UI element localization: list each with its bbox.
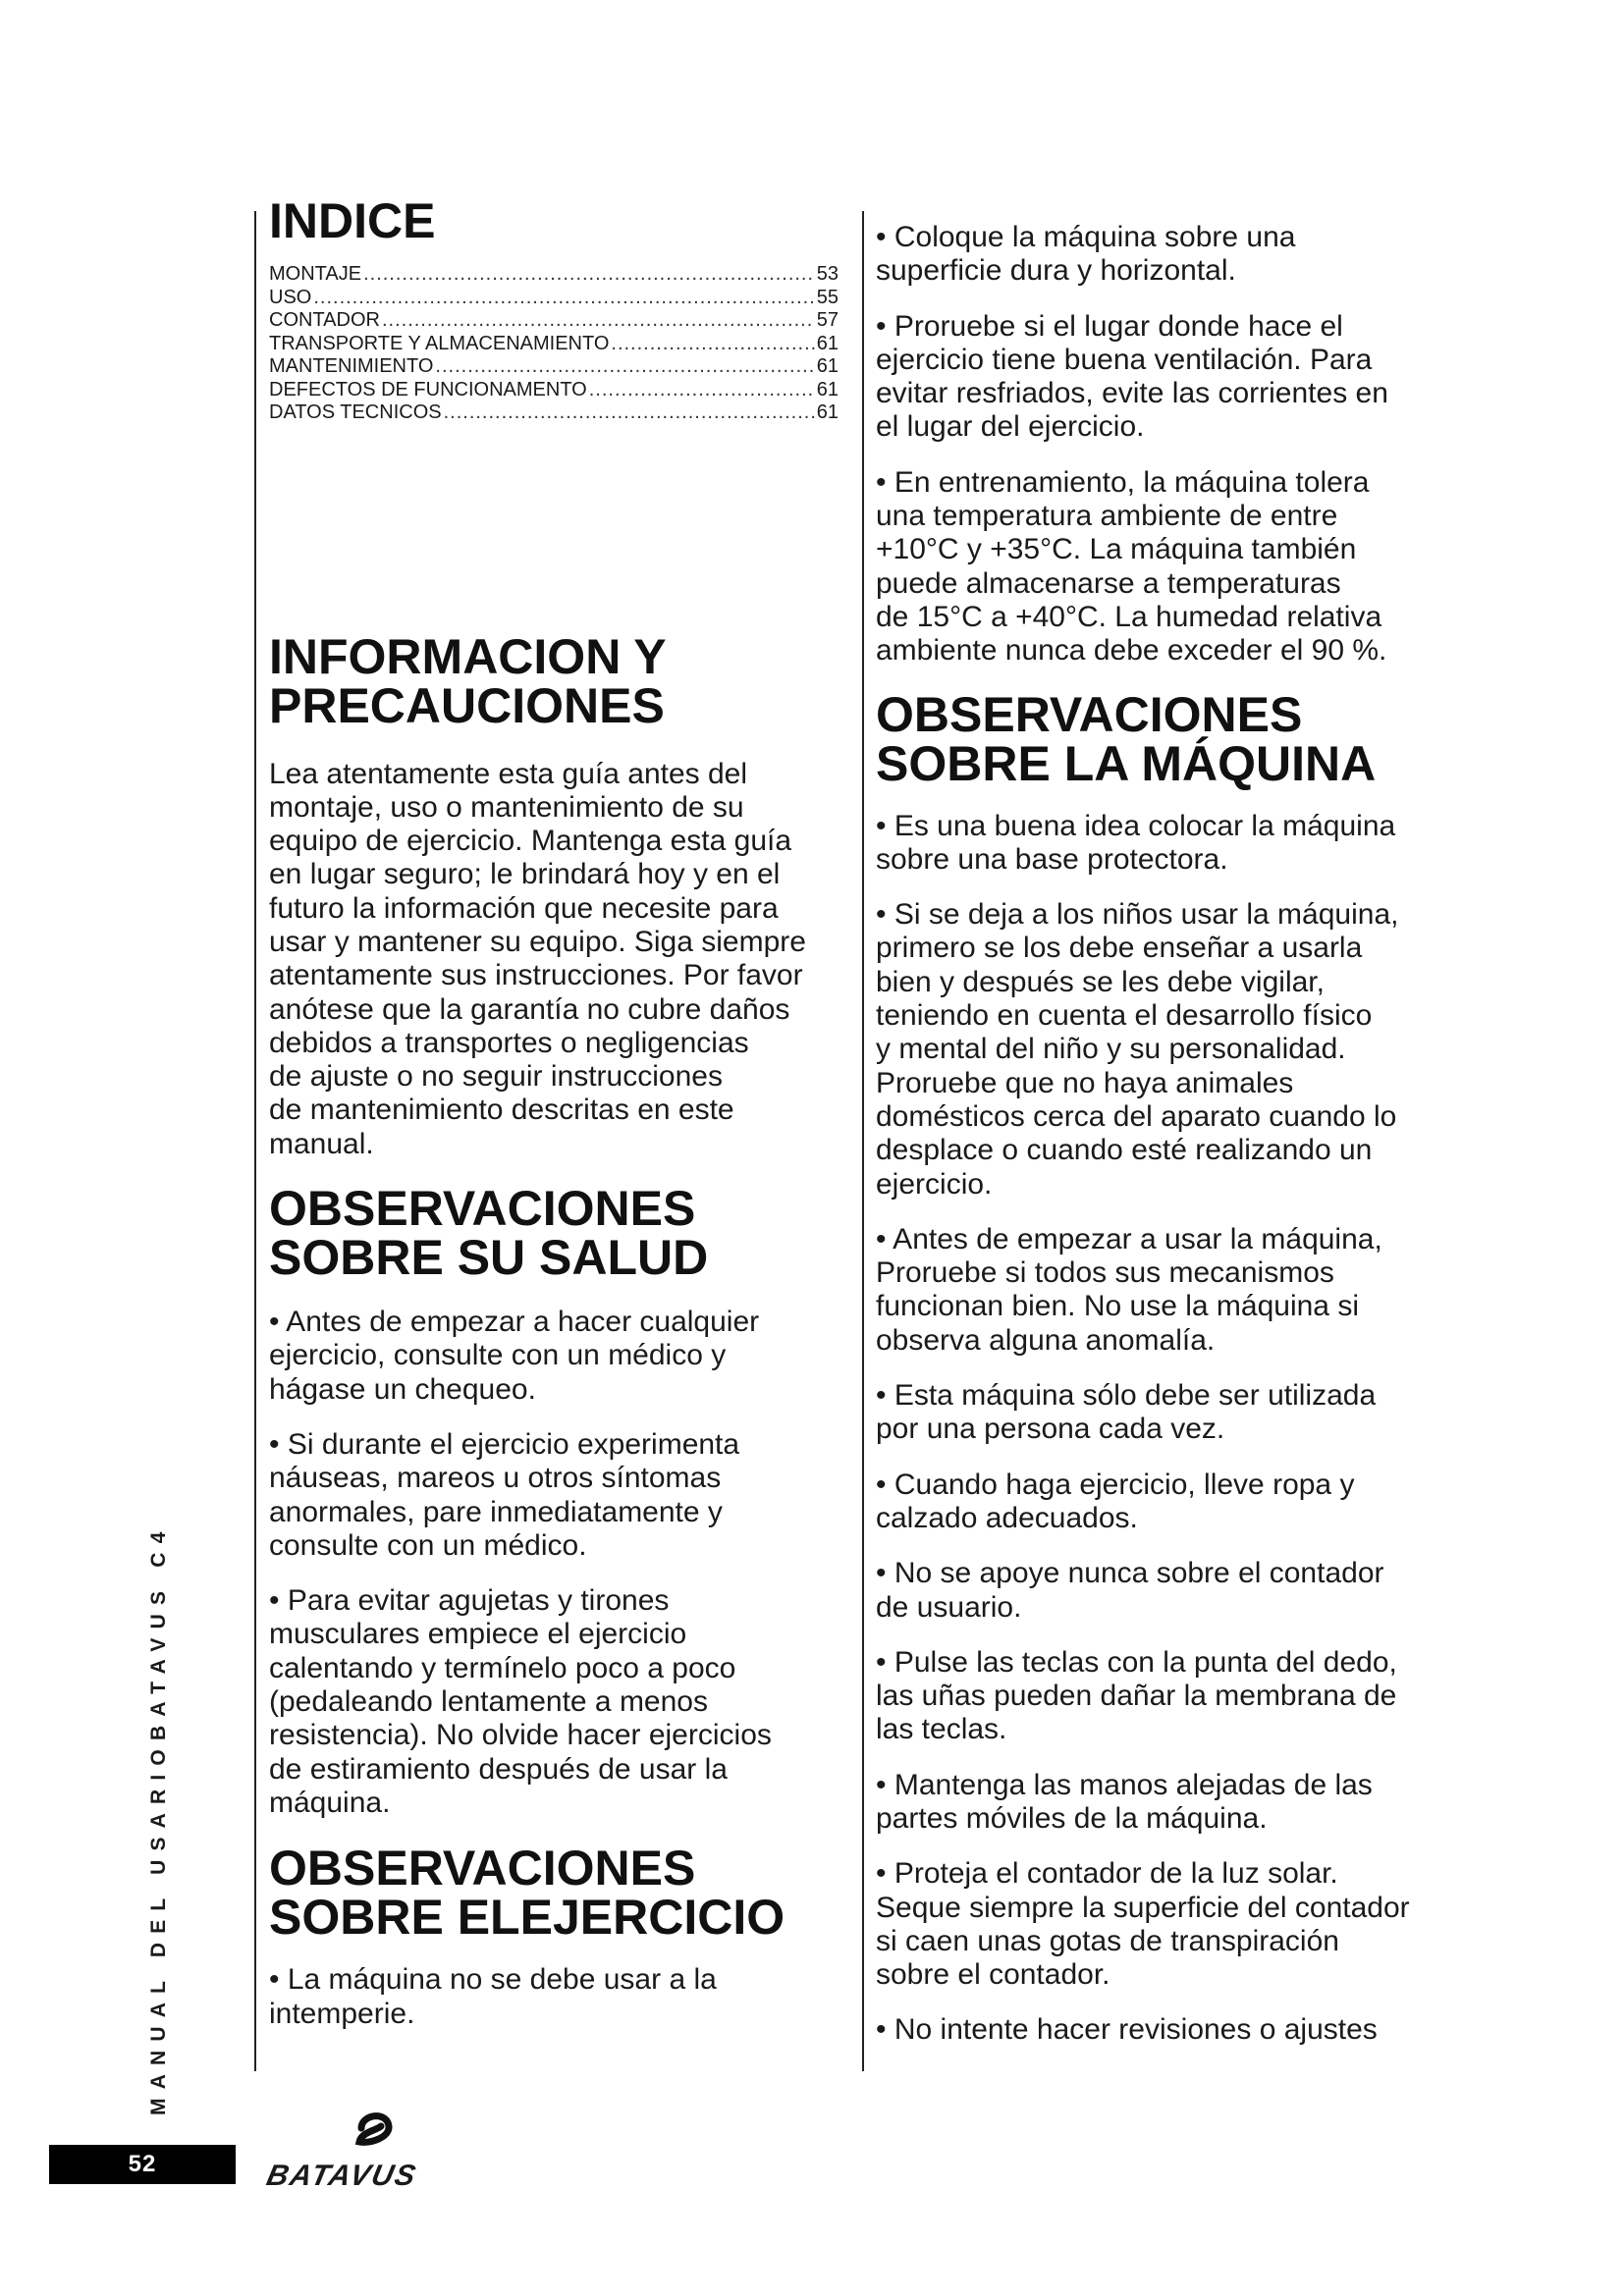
- bullet-line: +10°C y +35°C. La máquina también: [876, 533, 1357, 566]
- bullet-line: • Mantenga las manos alejadas de las: [876, 1768, 1373, 1801]
- exercise-bullets: [269, 1963, 839, 2031]
- info-line: anótese que la garantía no cubre daños: [269, 992, 790, 1026]
- machine-bullets: [876, 810, 1455, 2048]
- bullet-line: desplace o cuando esté realizando un: [876, 1134, 1373, 1167]
- page-number: 52: [128, 2151, 157, 2177]
- bullet-line: teniendo en cuenta el desarrollo físico: [876, 999, 1373, 1033]
- info-line: futuro la información que necesite para: [269, 891, 779, 925]
- bullet-line: de estiramiento después de usar la: [269, 1752, 728, 1786]
- bullet-item: [269, 1963, 839, 2031]
- bullet-item: [269, 1306, 839, 1407]
- toc-page: 61: [816, 332, 839, 354]
- machine-title-line1: OBSERVACIONES: [876, 686, 1303, 742]
- toc-label: MONTAJE: [269, 263, 362, 285]
- bullet-line: • No se apoye nunca sobre el contador: [876, 1557, 1384, 1590]
- column-divider-left: [254, 211, 256, 2071]
- bullet-line: Proruebe si todos sus mecanismos: [876, 1256, 1334, 1290]
- toc-page: 53: [816, 263, 839, 285]
- bullet-line: • Pulse las teclas con la punta del dedo,: [876, 1645, 1397, 1679]
- bullet-item: [876, 1646, 1455, 1747]
- info-line: de ajuste o no seguir instrucciones: [269, 1060, 723, 1094]
- bullet-line: las uñas pueden dañar la membrana de: [876, 1680, 1397, 1713]
- toc-page: 57: [816, 309, 839, 331]
- info-title-line1: INFORMACION Y: [269, 628, 667, 684]
- bullet-line: una temperatura ambiente de entre: [876, 500, 1338, 533]
- bullet-item: [876, 466, 1455, 668]
- bullet-line: • Proteja el contador de la luz solar.: [876, 1857, 1338, 1891]
- bullet-line: • En entrenamiento, la máquina tolera: [876, 465, 1370, 499]
- toc-label: TRANSPORTE Y ALMACENAMIENTO: [269, 332, 610, 354]
- bullet-line: domésticos cerca del aparato cuando lo: [876, 1099, 1397, 1133]
- bullet-line: • Proruebe si el lugar donde hace el: [876, 309, 1343, 343]
- toc-leader: [435, 355, 814, 379]
- exercise-title: [269, 1841, 839, 1946]
- health-title-line1: OBSERVACIONES: [269, 1181, 696, 1237]
- info-line: atentamente sus instrucciones. Por favor: [269, 959, 803, 992]
- bullet-item: [876, 1857, 1455, 1992]
- bullet-item: [876, 1379, 1455, 1447]
- info-line: Lea atentamente esta guía antes del: [269, 757, 748, 790]
- bullet-line: (pedaleando lentamente a menos: [269, 1685, 708, 1719]
- info-title-line2: PRECAUCIONES: [269, 677, 665, 733]
- toc-label: DEFECTOS DE FUNCIONAMENTO: [269, 378, 587, 400]
- bullet-item: [876, 310, 1455, 445]
- bullet-line: evitar resfriados, evite las corrientes en: [876, 377, 1388, 410]
- toc-entry: [269, 309, 839, 333]
- info-title: [269, 628, 839, 733]
- bullet-line: resistencia). No olvide hacer ejercicios: [269, 1719, 772, 1752]
- toc-label: DATOS TECNICOS: [269, 401, 442, 423]
- bullet-line: intemperie.: [269, 1997, 415, 2030]
- health-title: [269, 1181, 839, 1286]
- index-title: INDICE: [269, 193, 436, 248]
- info-line: debidos a transportes o negligencias: [269, 1026, 749, 1059]
- exercise-title-line1: OBSERVACIONES: [269, 1841, 696, 1896]
- toc-label: USO: [269, 286, 312, 308]
- bullet-line: consulte con un médico.: [269, 1528, 587, 1562]
- bullet-line: • Antes de empezar a hacer cualquier: [269, 1306, 760, 1339]
- side-running-title: MANUAL DEL USARIOBATAVUS C4: [147, 1522, 170, 2115]
- bullet-item: [876, 1769, 1455, 1837]
- bullet-line: Seque siempre la superficie del contador: [876, 1891, 1410, 1924]
- bullet-item: [876, 2013, 1455, 2047]
- toc-leader: [611, 333, 814, 356]
- toc-entry: [269, 355, 839, 379]
- bullet-item: [876, 1223, 1455, 1358]
- bullet-item: [269, 1428, 839, 1563]
- exercise-title-line2: SOBRE ELEJERCICIO: [269, 1890, 785, 1946]
- info-paragraph: [269, 758, 839, 1162]
- bullet-line: • Si se deja a los niños usar la máquina,: [876, 898, 1399, 932]
- info-line: montaje, uso o mantenimiento de su: [269, 790, 744, 824]
- toc-leader: [313, 287, 814, 310]
- info-line: manual.: [269, 1127, 374, 1160]
- toc-leader: [363, 263, 815, 287]
- toc-label: MANTENIMIENTO: [269, 355, 434, 377]
- page-number-tab: [49, 2145, 236, 2184]
- environment-bullets: [876, 221, 1455, 668]
- bullet-line: náuseas, mareos u otros síntomas: [269, 1462, 722, 1495]
- bullet-item: [876, 1557, 1455, 1625]
- bullet-line: primero se los debe enseñar a usarla: [876, 932, 1363, 965]
- bullet-line: calentando y termínelo poco a poco: [269, 1651, 736, 1684]
- info-line: usar y mantener su equipo. Siga siempre: [269, 925, 806, 958]
- toc-leader: [382, 309, 815, 333]
- bullet-line: • Cuando haga ejercicio, lleve ropa y: [876, 1468, 1355, 1501]
- bullet-line: • Para evitar agujetas y tirones: [269, 1584, 670, 1618]
- bullet-line: superficie dura y horizontal.: [876, 254, 1236, 288]
- bullet-line: de 15°C a +40°C. La humedad relativa: [876, 600, 1382, 633]
- toc-leader: [589, 379, 815, 402]
- bullet-line: funcionan bien. No use la máquina si: [876, 1290, 1359, 1323]
- toc-leader: [444, 401, 815, 425]
- bullet-line: máquina.: [269, 1786, 391, 1819]
- toc-entry: [269, 287, 839, 310]
- health-bullets: [269, 1306, 839, 1820]
- toc-page: 61: [816, 378, 839, 400]
- bullet-line: musculares empiece el ejercicio: [269, 1618, 687, 1651]
- column-divider-middle: [862, 211, 864, 2071]
- bullet-line: el lugar del ejercicio.: [876, 410, 1145, 444]
- brand-wordmark: BATAVUS: [263, 2160, 420, 2192]
- info-line: en lugar seguro; le brindará hoy y en el: [269, 858, 781, 891]
- machine-title: [876, 686, 1455, 791]
- bullet-line: por una persona cada vez.: [876, 1413, 1225, 1446]
- toc-entry: [269, 379, 839, 402]
- bullet-line: observa alguna anomalía.: [876, 1323, 1216, 1357]
- machine-title-line2: SOBRE LA MÁQUINA: [876, 735, 1377, 791]
- bullet-line: ejercicio tiene buena ventilación. Para: [876, 343, 1373, 376]
- bullet-line: y mental del niño y su personalidad.: [876, 1033, 1346, 1066]
- bullet-item: [876, 898, 1455, 1201]
- bullet-line: las teclas.: [876, 1713, 1007, 1746]
- bullet-item: [269, 1584, 839, 1820]
- table-of-contents: [269, 263, 839, 425]
- bullet-line: ejercicio, consulte con un médico y: [269, 1339, 727, 1372]
- bullet-line: Proruebe que no haya animales: [876, 1066, 1294, 1099]
- bullet-line: • Es una buena idea colocar la máquina: [876, 809, 1396, 842]
- health-title-line2: SOBRE SU SALUD: [269, 1230, 709, 1286]
- toc-entry: [269, 263, 839, 287]
- info-line: equipo de ejercicio. Mantenga esta guía: [269, 825, 792, 858]
- toc-entry: [269, 401, 839, 425]
- bullet-line: • No intente hacer revisiones o ajustes: [876, 2013, 1378, 2047]
- bullet-line: anormales, pare inmediatamente y: [269, 1495, 723, 1528]
- bullet-line: partes móviles de la máquina.: [876, 1801, 1268, 1835]
- bullet-line: ejercicio.: [876, 1167, 993, 1201]
- bullet-line: • Coloque la máquina sobre una: [876, 221, 1296, 253]
- bullet-item: [876, 221, 1455, 289]
- bullet-line: • Antes de empezar a usar la máquina,: [876, 1222, 1382, 1255]
- toc-entry: [269, 333, 839, 356]
- left-column: [269, 193, 839, 2053]
- bullet-line: • Si durante el ejercicio experimenta: [269, 1427, 740, 1461]
- toc-page: 55: [816, 286, 839, 308]
- bullet-line: de usuario.: [876, 1590, 1022, 1624]
- bullet-line: bien y después se les debe vigilar,: [876, 965, 1325, 998]
- bullet-line: si caen unas gotas de transpiración: [876, 1924, 1339, 1957]
- bullet-line: puede almacenarse a temperaturas: [876, 566, 1341, 600]
- bullet-line: hágase un chequeo.: [269, 1372, 536, 1406]
- bullet-line: calzado adecuados.: [876, 1501, 1138, 1534]
- toc-label: CONTADOR: [269, 309, 380, 331]
- right-column: [876, 221, 1455, 2069]
- toc-page: 61: [816, 401, 839, 423]
- bullet-line: • Esta máquina sólo debe ser utilizada: [876, 1379, 1377, 1413]
- info-line: de mantenimiento descritas en este: [269, 1094, 734, 1127]
- toc-page: 61: [816, 355, 839, 377]
- bullet-line: sobre una base protectora.: [876, 842, 1228, 876]
- bullet-line: ambiente nunca debe exceder el 90 %.: [876, 634, 1387, 667]
- bullet-item: [876, 1468, 1455, 1536]
- bullet-line: • La máquina no se debe usar a la: [269, 1963, 717, 1997]
- bullet-item: [876, 810, 1455, 878]
- bullet-line: sobre el contador.: [876, 1958, 1110, 1992]
